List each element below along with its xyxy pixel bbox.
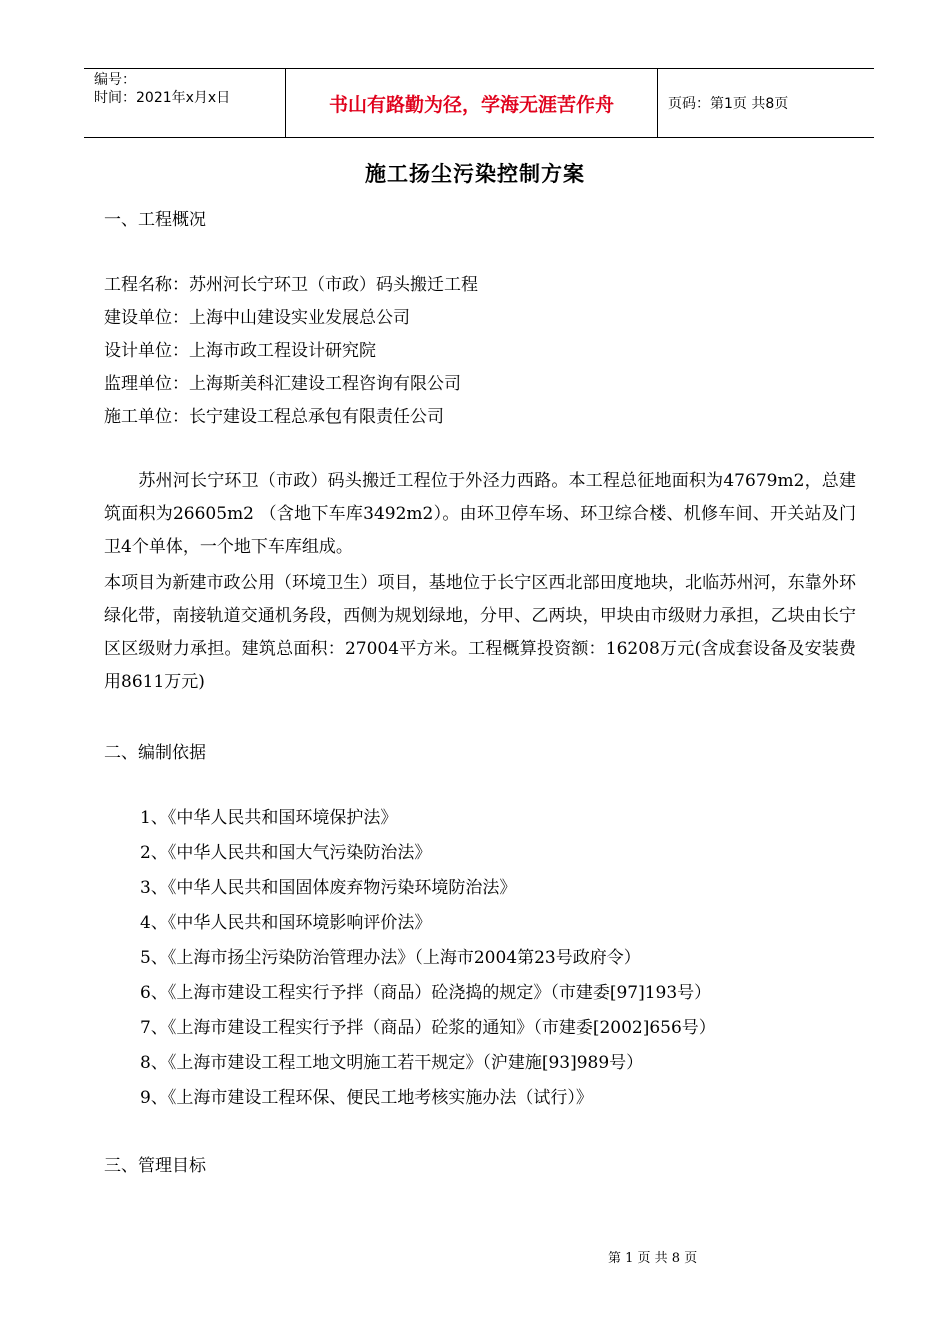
basis-item: 7、《上海市建设工程实行予拌（商品）砼浆的通知》（市建委[2002]656号） [140,1018,716,1038]
document-header [84,68,874,138]
designer-line: 设计单位：上海市政工程设计研究院 [104,341,376,361]
header-motto: 书山有路勤为径，学海无涯苦作舟 [286,69,658,137]
basis-item: 2、《中华人民共和国大气污染防治法》 [140,843,432,863]
supervisor-line: 监理单位：上海斯美科汇建设工程咨询有限公司 [104,374,461,394]
contractor-line: 施工单位：长宁建设工程总承包有限责任公司 [104,407,444,427]
header-meta [84,69,286,137]
basis-item: 6、《上海市建设工程实行予拌（商品）砼浇捣的规定》（市建委[97]193号） [140,983,712,1003]
footer-page-number: 第 1 页 共 8 页 [608,1251,698,1266]
basis-item: 5、《上海市扬尘污染防治管理办法》（上海市2004第23号政府令） [140,948,641,968]
basis-item: 8、《上海市建设工程工地文明施工若干规定》（沪建施[93]989号） [140,1053,644,1073]
section1-heading: 一、工程概况 [104,210,206,230]
basis-item: 1、《中华人民共和国环境保护法》 [140,808,398,828]
basis-item: 4、《中华人民共和国环境影响评价法》 [140,913,432,933]
number-label: 编号： [94,72,136,88]
project-name-line: 工程名称：苏州河长宁环卫（市政）码头搬迁工程 [104,275,478,295]
section2-heading: 二、编制依据 [104,743,206,763]
builder-line: 建设单位：上海中山建设实业发展总公司 [104,308,410,328]
basis-item: 9、《上海市建设工程环保、便民工地考核实施办法（试行）》 [140,1088,593,1108]
header-page-label: 页码：第1页 共8页 [668,96,789,112]
section3-heading: 三、管理目标 [104,1156,206,1176]
overview-paragraph-1: 苏州河长宁环卫（市政）码头搬迁工程位于外泾力西路。本工程总征地面积为47679m2，总建筑面积为26605m2 （含地下车库3492m2）。由环卫停车场、环卫综合楼、机修车间、开关站及门卫4个单体，一个地下车库组成。 [104,471,856,557]
basis-item: 3、《中华人民共和国固体废弃物污染环境防治法》 [140,878,517,898]
overview-paragraph-2: 本项目为新建市政公用（环境卫生）项目，基地位于长宁区西北部田度地块，北临苏州河，东靠外环绿化带，南接轨道交通机务段，西侧为规划绿地，分甲、乙两块，甲块由市级财力承担，乙块由长宁区区级财力承担。建筑总面积：27004平方米。工程概算投资额：16208万元(含成套设备及安装费用8611万元) [104,573,856,692]
document-title: 施工扬尘污染控制方案 [365,161,585,186]
time-label: 时间：2021年x月x日 [94,90,231,106]
